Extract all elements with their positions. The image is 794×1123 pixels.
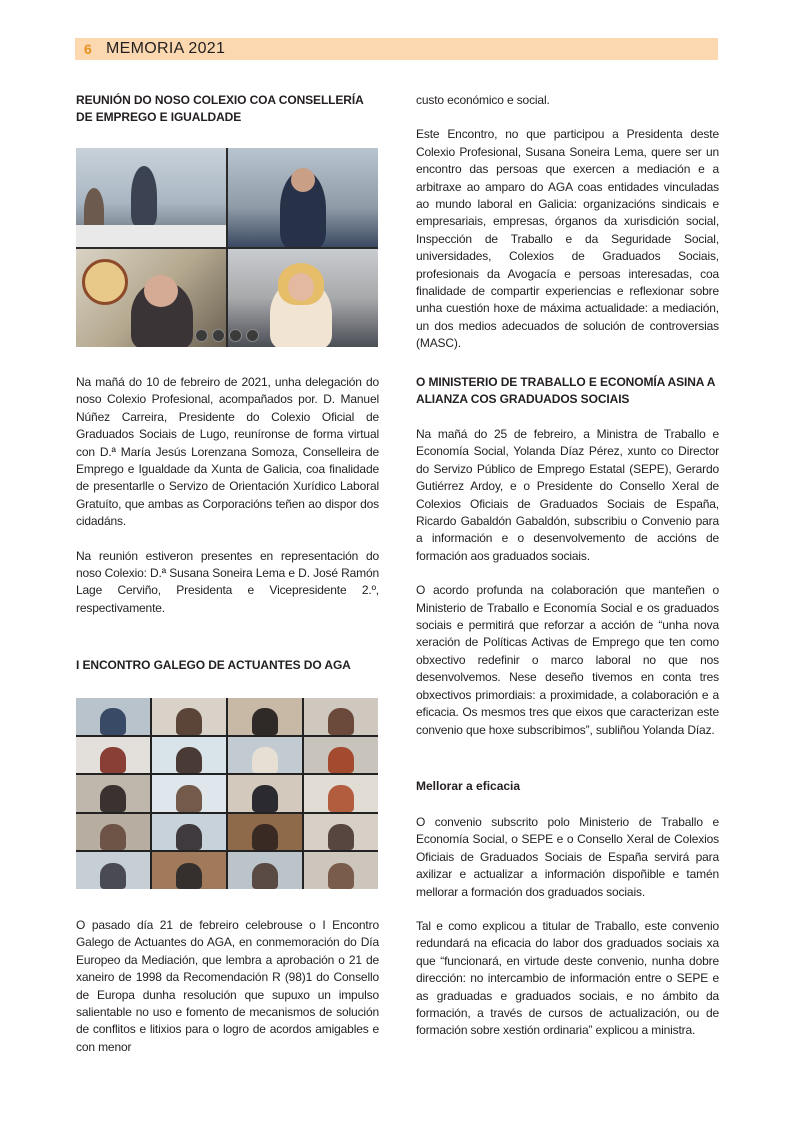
section3-paragraph: O convenio subscrito polo Ministerio de Traballo e Economía Social, o SEPE e o Consello Xeral de Colexios Oficiais de Graduados Sociais de España servirá para axilizar e actualizar a información dispoñible e tamén mellorar a formación dos graduados sociais.: [416, 815, 719, 899]
video-tile: [228, 737, 302, 774]
video-tile: [228, 852, 302, 889]
video-tile: [228, 148, 378, 247]
section1-paragraph: Na reunión estiveron presentes en representación do noso Colexio: D.ª Susana Soneira Lema e D. José Ramón Lage Cerviño, Presidenta e Vicepresidente 2.º, respectivamente.: [76, 548, 379, 615]
continued-paragraph: custo económico e social.: [416, 93, 550, 107]
section2-body: [76, 917, 379, 1056]
video-tile: [152, 814, 226, 851]
section3-body-continued: [416, 814, 719, 1040]
subhead-block: [416, 778, 719, 795]
video-tile: [76, 698, 150, 735]
section1-title-block: [76, 92, 379, 126]
section2-title-block: [76, 657, 379, 674]
meeting-photo: [76, 148, 378, 347]
section2-title: I ENCONTRO GALEGO DE ACTUANTES DO AGA: [76, 658, 351, 672]
section1-body: [76, 374, 379, 617]
video-tile: [228, 814, 302, 851]
video-tile: [76, 737, 150, 774]
section1-title: REUNIÓN DO NOSO COLEXIO COA CONSELLERÍA DE EMPREGO E IGUALDADE: [76, 93, 364, 124]
video-tile: [152, 698, 226, 735]
section3-paragraph: Tal e como explicou a titular de Traballo, este convenio redundará na eficacia do labor dos graduados sociais xa que “funcionará, en virtude deste convenio, nunha dobre dirección: no intercambio de información entre o SEPE e as graduadas e graduados sociais, e no ámbito da formación, a través de cursos de actualización, ou de formación sobre xestión ordinaria” explicou a ministra.: [416, 919, 719, 1038]
section3-paragraph: O acordo profunda na colaboración que manteñen o Ministerio de Traballo e Economía Social e os graduados sociais e permitirá que reforzar a acción de “unha nova xeración de Políticas Activas de Emprego que ten como obxectivo redefinir o marco laboral no que nos desenvolvemos. Nese deseño tivemos en conta tres obxectivos primordiais: a proximidade, a colaboración e a eficacia. Os mesmos tres que eixos que caracterizan este convenio que hoxe subscribimos”, subliñou Yolanda Díaz.: [416, 583, 719, 737]
section3-body: [416, 426, 719, 739]
section3-title-block: [416, 374, 719, 408]
section3-paragraph: Na mañá do 25 de febreiro, a Ministra de Traballo e Economía Social, Yolanda Díaz Pérez, xunto co Director do Servizo Público de Emprego Estatal (SEPE), Gerardo Gutiérrez Ardoy, e o Presidente do Consello Xeral de Colexios Oficiais de Graduados Sociais de España, Ricardo Gabaldón Gabaldón, subscribiu o Convenio para a información e o desenvolvemento de accións de formación aos graduados sociais.: [416, 427, 719, 563]
video-tile: [304, 737, 378, 774]
conference-photo: [76, 698, 378, 889]
video-tile: [304, 698, 378, 735]
video-tile: [304, 775, 378, 812]
video-tile: [76, 775, 150, 812]
video-tile: [228, 775, 302, 812]
right-column: [416, 92, 719, 353]
video-tile: [76, 814, 150, 851]
video-tile: [152, 737, 226, 774]
header-title: MEMORIA 2021: [106, 40, 226, 57]
video-tile: [152, 852, 226, 889]
video-tile: [152, 775, 226, 812]
video-tile: [304, 814, 378, 851]
page-header: [75, 38, 718, 60]
section2-paragraph: O pasado día 21 de febreiro celebrouse o I Encontro Galego de Actuantes do AGA, en conmemoración do Día Europeo da Mediación, que lembra a aprobación o 21 de xaneiro de 1998 da Recomendación R (98)1 do Consello de Europa dunha resolución que supuxo un impulso salientable no uso e fomento de mecanismos de solución de conflitos e litixios para o logro de acordos amigables e con menor: [76, 918, 379, 1054]
video-tile: [228, 698, 302, 735]
section3-title: O MINISTERIO DE TRABALLO E ECONOMÍA ASINA A ALIANZA COS GRADUADOS SOCIAIS: [416, 375, 715, 406]
call-controls: [195, 329, 259, 342]
section3-subheading: Mellorar a eficacia: [416, 779, 521, 793]
page-number: 6: [84, 41, 92, 57]
section2-paragraph: Este Encontro, no que participou a Presidenta deste Colexio Profesional, Susana Soneira Lema, quere ser un encontro das persoas que exercen a mediación e a arbitraxe ao amparo do AGA coas entidades vinculadas ao mundo laboral en Galicia: organizacións sindicais e empresariais, empresas, órganos da xurisdición social, Inspección de Traballo e da Seguridade Social, universidades, Colexios de Graduados Sociais, profesionais da Avogacía e persoas interesadas, coa finalidade de compartir experiencias e reflexionar sobre unha cuestión hoxe de máxima actualidade: a mediación, un dos medios adecuados de solución de controversias (MASC).: [416, 127, 719, 351]
video-tile: [76, 852, 150, 889]
section1-paragraph: Na mañá do 10 de febreiro de 2021, unha delegación do noso Colexio Profesional, acompañados por. D. Manuel Núñez Carreira, Presidente do Colexio Oficial de Graduados Sociais de Lugo, reuníronse de forma virtual con D.ª María Jesús Lorenzana Somoza, Conselleira de Emprego e Igualdade da Xunta de Galicia, coa finalidade de presentarlle o Servizo de Orientación Xurídico Laboral Gratuíto, que ambas as Corporacións teñen ao dispor dos cidadáns.: [76, 375, 379, 529]
video-tile: [76, 148, 226, 247]
video-tile: [304, 852, 378, 889]
